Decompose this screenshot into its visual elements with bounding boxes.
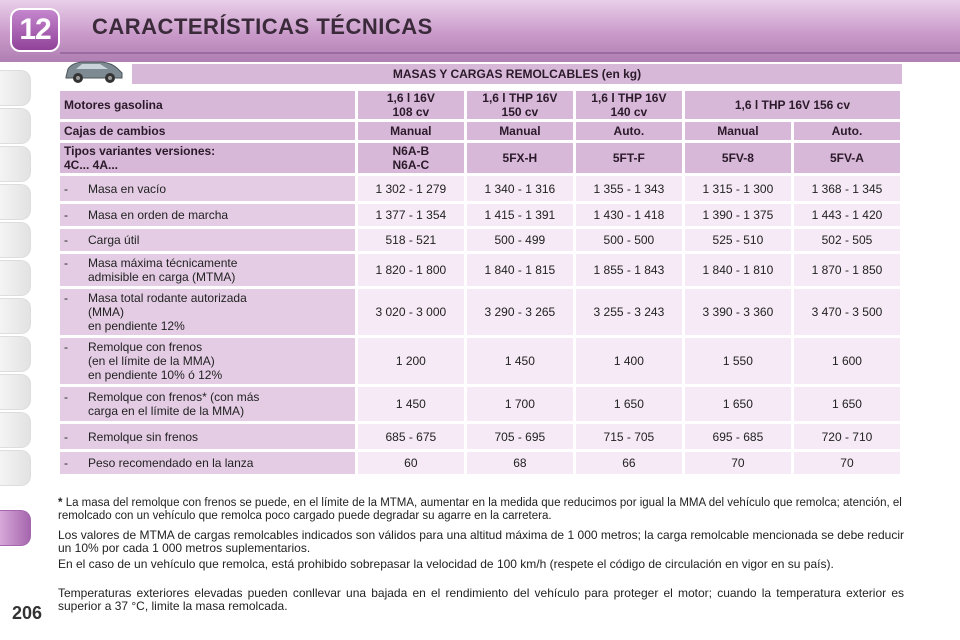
cell-value: 518 - 521: [358, 229, 464, 251]
engine-header: 1,6 l THP 16V 156 cv: [685, 91, 900, 119]
engines-label: Motores gasolina: [60, 91, 355, 119]
cell-value: 3 020 - 3 000: [358, 289, 464, 335]
cell-value: 1 650: [576, 387, 682, 421]
cell-value: 3 470 - 3 500: [794, 289, 900, 335]
cell-value: 1 368 - 1 345: [794, 176, 900, 201]
engine-header: 1,6 l THP 16V 140 cv: [576, 91, 682, 119]
cell-value: 1 377 - 1 354: [358, 204, 464, 226]
variants-row: [60, 143, 900, 173]
cell-value: 1 340 - 1 316: [467, 176, 573, 201]
cell-value: 1 443 - 1 420: [794, 204, 900, 226]
paragraph: Temperaturas exteriores elevadas pueden conllevar una bajada en el rendimiento del vehículo para proteger el motor; cuando la temperatura exterior es superior a 37 °C, limite la masa remolcada.: [58, 586, 904, 613]
side-tab[interactable]: [0, 336, 31, 372]
gearbox-label: Cajas de cambios: [60, 122, 355, 140]
variant-value: 5FV-A: [794, 143, 900, 173]
row-label: - Masa total rodante autorizada (MMA) en pendiente 12%: [60, 289, 355, 335]
cell-value: 695 - 685: [685, 424, 791, 449]
cell-value: 68: [467, 452, 573, 474]
gearbox-row: [60, 122, 900, 140]
engine-header: 1,6 l 16V 108 cv: [358, 91, 464, 119]
cell-value: 1 650: [685, 387, 791, 421]
table-row: [60, 254, 900, 286]
cell-value: 525 - 510: [685, 229, 791, 251]
cell-value: 500 - 499: [467, 229, 573, 251]
gearbox-value: Manual: [685, 122, 791, 140]
side-tabs: [0, 70, 30, 590]
cell-value: 1 820 - 1 800: [358, 254, 464, 286]
row-label: - Masa en vacío: [60, 176, 355, 201]
table-row: [60, 452, 900, 474]
footnote: * La masa del remolque con frenos se puede, en el límite de la MTMA, aumentar en la medida que reducimos por igual la MMA del vehículo que remolca; atención, el remolcado con un vehículo que remolca poco cargado puede degradar su agarre en la carretera.: [58, 497, 902, 522]
cell-value: 3 390 - 3 360: [685, 289, 791, 335]
side-tab[interactable]: [0, 298, 31, 334]
gearbox-value: Manual: [358, 122, 464, 140]
engine-header: 1,6 l THP 16V 150 cv: [467, 91, 573, 119]
table-row: [60, 424, 900, 449]
cell-value: 715 - 705: [576, 424, 682, 449]
cell-value: 705 - 695: [467, 424, 573, 449]
cell-value: 1 600: [794, 338, 900, 384]
side-tab[interactable]: [0, 260, 31, 296]
cell-value: 1 840 - 1 815: [467, 254, 573, 286]
cell-value: 1 840 - 1 810: [685, 254, 791, 286]
side-tab[interactable]: [0, 146, 31, 182]
side-tab[interactable]: [0, 70, 31, 106]
page-number: 206: [12, 603, 43, 623]
row-label: - Masa máxima técnicamente admisible en carga (MTMA): [60, 254, 355, 286]
cell-value: 1 200: [358, 338, 464, 384]
gearbox-value: Auto.: [576, 122, 682, 140]
row-label: - Carga útil: [60, 229, 355, 251]
cell-value: 66: [576, 452, 682, 474]
cell-value: 502 - 505: [794, 229, 900, 251]
table-row: [60, 338, 900, 384]
cell-value: 1 430 - 1 418: [576, 204, 682, 226]
side-tab[interactable]: [0, 450, 31, 486]
cell-value: 1 855 - 1 843: [576, 254, 682, 286]
gearbox-value: Manual: [467, 122, 573, 140]
variants-label: Tipos variantes versiones: 4C... 4A...: [60, 143, 355, 173]
table-row: [60, 229, 900, 251]
table-row: [60, 289, 900, 335]
table-row: [60, 176, 900, 201]
row-label: - Masa en orden de marcha: [60, 204, 355, 226]
cell-value: 1 400: [576, 338, 682, 384]
cell-value: 1 390 - 1 375: [685, 204, 791, 226]
variant-value: N6A-B N6A-C: [358, 143, 464, 173]
cell-value: 1 355 - 1 343: [576, 176, 682, 201]
cell-value: 1 450: [467, 338, 573, 384]
table-title: MASAS Y CARGAS REMOLCABLES (en kg): [132, 64, 902, 84]
variant-value: 5FV-8: [685, 143, 791, 173]
row-label: - Remolque con frenos (en el límite de la MMA) en pendiente 10% ó 12%: [60, 338, 355, 384]
engines-row: [60, 91, 900, 119]
cell-value: 685 - 675: [358, 424, 464, 449]
side-tab[interactable]: [0, 412, 31, 448]
side-tab-active[interactable]: [0, 510, 31, 546]
cell-value: 70: [794, 452, 900, 474]
cell-value: 3 255 - 3 243: [576, 289, 682, 335]
cell-value: 1 550: [685, 338, 791, 384]
chapter-number: 12: [10, 8, 60, 52]
cell-value: 60: [358, 452, 464, 474]
variant-value: 5FT-F: [576, 143, 682, 173]
gearbox-value: Auto.: [794, 122, 900, 140]
cell-value: 70: [685, 452, 791, 474]
page-title: CARACTERÍSTICAS TÉCNICAS: [92, 14, 433, 39]
specs-table: [57, 88, 903, 477]
cell-value: 3 290 - 3 265: [467, 289, 573, 335]
cell-value: 1 315 - 1 300: [685, 176, 791, 201]
paragraph: En el caso de un vehículo que remolca, está prohibido sobrepasar la velocidad de 100 km/h (respete el código de circulación en vigor en su país).: [58, 557, 834, 571]
row-label: - Remolque con frenos* (con más carga en el límite de la MMA): [60, 387, 355, 421]
table-row: [60, 387, 900, 421]
cell-value: 1 450: [358, 387, 464, 421]
cell-value: 1 870 - 1 850: [794, 254, 900, 286]
cell-value: 720 - 710: [794, 424, 900, 449]
table-row: [60, 204, 900, 226]
cell-value: 500 - 500: [576, 229, 682, 251]
side-tab[interactable]: [0, 108, 31, 144]
row-label: - Remolque sin frenos: [60, 424, 355, 449]
car-icon: [62, 55, 126, 85]
side-tab[interactable]: [0, 184, 31, 220]
paragraph: Los valores de MTMA de cargas remolcables indicados son válidos para una altitud máxima de 1 000 metros; la carga remolcable mencionada se debe reducir un 10% por cada 1 000 metros suplementarios.: [58, 528, 904, 555]
side-tab[interactable]: [0, 222, 31, 258]
cell-value: 1 302 - 1 279: [358, 176, 464, 201]
cell-value: 1 650: [794, 387, 900, 421]
cell-value: 1 415 - 1 391: [467, 204, 573, 226]
cell-value: 1 700: [467, 387, 573, 421]
side-tab[interactable]: [0, 374, 31, 410]
variant-value: 5FX-H: [467, 143, 573, 173]
row-label: - Peso recomendado en la lanza: [60, 452, 355, 474]
